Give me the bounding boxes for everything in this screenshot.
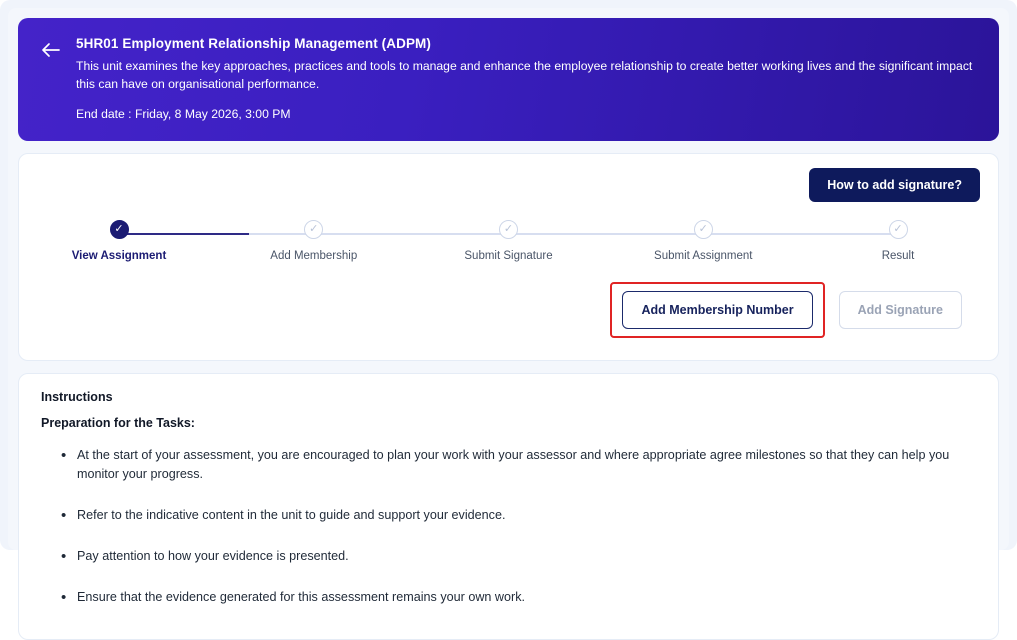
assignment-end-date: End date : Friday, 8 May 2026, 3:00 PM [76,107,291,122]
step-submit-assignment[interactable] [643,220,763,262]
step-add-membership[interactable] [254,220,374,262]
step-submit-signature[interactable] [449,220,569,262]
check-icon: ✓ [110,220,129,239]
instructions-list [41,446,976,606]
check-icon: ✓ [889,220,908,239]
step-label: Result [881,250,915,263]
progress-stepper [59,220,958,276]
instructions-heading: Instructions [41,390,113,405]
step-label: Add Membership [270,250,358,263]
how-to-add-signature-button[interactable]: How to add signature? [809,168,980,202]
assignment-description: This unit examines the key approaches, practices and tools to manage and enhance the employee relationship to create better working lives and the significant impact this can have on organisational performance. [76,59,973,91]
list-item: • Refer to the indicative content in the unit to guide and support your evidence. [63,506,976,525]
instructions-card [18,373,999,639]
step-label: Submit Signature [464,250,553,263]
add-signature-button[interactable]: Add Signature [839,291,962,329]
add-membership-number-button[interactable]: Add Membership Number [622,291,812,329]
assignment-title: 5HR01 Employment Relationship Management (ADPM) [76,36,432,51]
step-result[interactable] [838,220,958,262]
assignment-banner [18,18,999,141]
page-container [8,8,1009,604]
check-icon: ✓ [694,220,713,239]
check-icon: ✓ [499,220,518,239]
list-item: • Pay attention to how your evidence is presented. [63,547,976,566]
arrow-left-icon[interactable] [40,39,62,61]
check-icon: ✓ [304,220,323,239]
step-view-assignment[interactable] [59,220,179,262]
step-label: Submit Assignment [654,250,753,263]
list-item: • At the start of your assessment, you are encouraged to plan your work with your assessor and where appropriate agree milestones so that they can help you monitor your progress. [63,446,976,484]
list-item: • Ensure that the evidence generated for this assessment remains your own work. [63,588,976,607]
add-membership-highlight [610,282,824,338]
step-label: View Assignment [71,250,167,263]
instructions-subheading: Preparation for the Tasks: [41,416,195,431]
action-buttons [37,282,962,338]
progress-card [18,153,999,361]
